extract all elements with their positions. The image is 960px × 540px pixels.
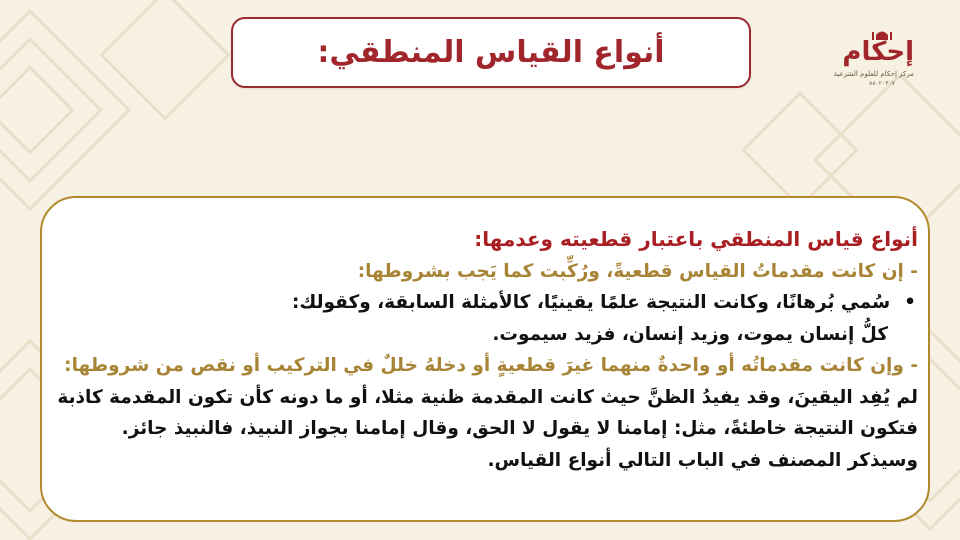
paragraph-line-1: لم يُفِد اليقينَ، وقد يفيدُ الظنَّ حيث كانت المقدمة ظنية مثلا، أو ما دونه كأن تكون المقدمة كاذبة bbox=[57, 386, 918, 408]
slide-title: أنواع القياس المنطقي: bbox=[317, 35, 665, 70]
brand-logo bbox=[833, 27, 914, 93]
paragraph-line-2: فتكون النتيجة خاطئةً، مثل: إمامنا لا يقول لا الحق، وقال إمامنا بجواز النبيذ، فالنبيذ جائز. bbox=[121, 418, 918, 439]
case-one-heading: - إن كانت مقدماتُ القياس قطعيةً، ورُكِّبت كما يَجب بشروطها: bbox=[357, 260, 918, 282]
content-body bbox=[58, 224, 918, 476]
title-box bbox=[231, 17, 751, 88]
paragraph-line-3: وسيذكر المصنف في الباب التالي أنواع القياس. bbox=[487, 449, 918, 471]
bullet-line-1: سُمي بُرهانًا، وكانت النتيجة علمًا يقينيًا، كالأمثلة السابقة، وكقولك: bbox=[291, 292, 891, 313]
logo-wordmark: إحكام bbox=[842, 37, 914, 67]
content-heading: أنواع قياس المنطقي باعتبار قطعيته وعدمها: bbox=[474, 227, 918, 251]
bullet-line-2: كلُّ إنسان يموت، وزيد إنسان، فزيد سيموت. bbox=[492, 323, 888, 345]
case-two-heading: - وإن كانت مقدماتُه أو واحدةٌ منهما غيرَ قطعيةٍ أو دخلهُ خللٌ في التركيب أو نقص من شروطها: bbox=[64, 355, 918, 376]
logo-subtitle: مركز إحكام للعلوم الشرعية bbox=[833, 70, 914, 78]
logo-number: ٨٨٠٢٠٣٠٧ bbox=[869, 80, 895, 87]
bullet-item bbox=[58, 287, 918, 319]
bullet-icon: • bbox=[904, 292, 916, 313]
